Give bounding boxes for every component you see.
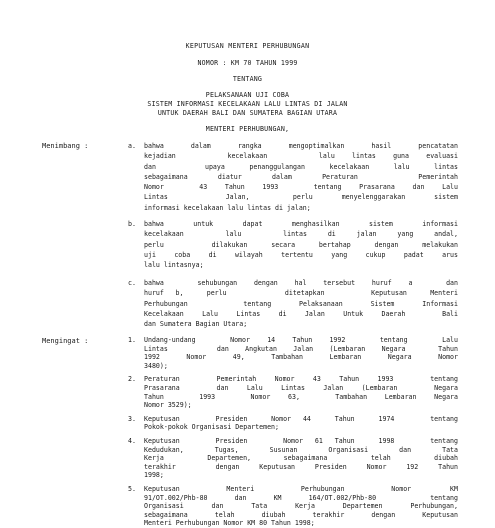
decree-number: NOMOR : KM 70 TAHUN 1999 [197, 59, 298, 67]
item-line: 1992 Nomor 49, Tambahan Lembaran Negara Nomor [144, 353, 458, 362]
subject-line-2: SISTEM INFORMASI KECELAKAAN LALU LINTAS DI JALAN [147, 100, 348, 108]
decree-title: KEPUTUSAN MENTERI PERHUBUNGAN [185, 42, 310, 50]
menimbang-label: Menimbang : [42, 142, 89, 150]
item-line: informasi kecelakaan lalu lintas di jalan; [144, 203, 311, 212]
item-marker: 4. [128, 437, 136, 445]
item-marker: a. [128, 142, 136, 150]
mengingat-label: Mengingat : [42, 337, 89, 345]
item-line: Keputusan Presiden Nomor 44 Tahun 1974 tentang [144, 414, 458, 423]
item-line: sebagaimana diatur dalam Peraturan Pemerintah [144, 172, 458, 181]
item-marker: 3. [128, 414, 136, 423]
item-line: huruf b, perlu ditetapkan Keputusan Menteri [144, 289, 458, 298]
item-line: Kerja Departemen, sebagaimana telah diubah [144, 454, 458, 463]
subject-line-3: UNTUK DAERAH BALI DAN SUMATERA BAGIAN UTARA [157, 109, 338, 117]
item-line: Lintas dan Angkutan Jalan (Lembaran Negara Tahun [144, 344, 458, 353]
item-line: Perhubungan tentang Pelaksanaan Sistem Informasi [144, 299, 458, 308]
item-line: Pokok-pokok Organisasi Departemen; [144, 423, 279, 432]
item-line: lalu lintasnya; [144, 261, 204, 270]
item-line: Lintas Jalan, perlu menyelenggarakan sistem [144, 193, 458, 202]
item-line: uji coba di wilayah tertentu yang cukup padat arus [144, 250, 458, 259]
item-line: kecelakaan lalu lintas di jalan yang andal, [144, 230, 458, 239]
item-line: perlu dilakukan secara bertahap dengan melakukan [144, 240, 458, 249]
item-line: 3480); [144, 361, 168, 370]
item-line: Menteri Perhubungan Nomor KM 80 Tahun 1998; [144, 519, 315, 528]
tentang-heading: TENTANG [232, 75, 263, 83]
item-line: bahwa sehubungan dengan hal tersebut huruf a dan [144, 279, 458, 287]
item-marker: c. [128, 279, 136, 287]
item-marker: 1. [128, 336, 136, 344]
issuer-heading: MENTERI PERHUBUNGAN, [205, 125, 290, 133]
item-line: dan upaya penanggulangan kecelakaan lalu lintas [144, 162, 458, 171]
item-marker: 5. [128, 485, 136, 493]
item-line: Organisasi dan Tata Kerja Departemen Perhubungan, [144, 502, 458, 511]
item-line: sebagaimana telah diubah terakhir dengan Keputusan [144, 510, 458, 519]
item-line: kejadian kecelakaan lalu lintas guna evaluasi [144, 152, 458, 161]
item-line: Peraturan Pemerintah Nomor 43 Tahun 1993 tentang [144, 375, 458, 384]
item-line: Kecelakaan Lalu Lintas di Jalan Untuk Daerah Bali [144, 309, 458, 318]
item-line: Kedudukan, Tugas, Susunan Organisasi dan Tata [144, 445, 458, 454]
subject-line-1: PELAKSANAAN UJI COBA [205, 91, 290, 99]
item-marker: b. [128, 220, 136, 228]
item-line: Nomor 3529); [144, 401, 192, 410]
item-line: Tahun 1993 Nomor 63, Tambahan Lembaran Negara [144, 392, 458, 401]
item-line: Keputusan Menteri Perhubungan Nomor KM [144, 485, 458, 493]
item-line: Prasarana dan Lalu Lintas Jalan (Lembaran Negara [144, 383, 458, 392]
item-line: Nomor 43 Tahun 1993 tentang Prasarana dan Lalu [144, 183, 458, 192]
item-line: dan Sumatera Bagian Utara; [144, 320, 248, 329]
item-line: bahwa untuk dapat menghasilkan sistem informasi [144, 220, 458, 228]
item-line: 1998; [144, 471, 164, 480]
item-line: Keputusan Presiden Nomor 61 Tahun 1998 tentang [144, 437, 458, 445]
item-line: Undang-undang Nomor 14 Tahun 1992 tentang Lalu [144, 336, 458, 344]
item-line: 91/OT.002/Phb-80 dan KM 164/OT.002/Phb-80 tentang [144, 493, 458, 502]
item-line: terakhir dengan Keputusan Presiden Nomor 192 Tahun [144, 462, 458, 471]
item-marker: 2. [128, 375, 136, 384]
item-line: bahwa dalam rangka mengoptimalkan hasil pencatatan [144, 142, 458, 150]
